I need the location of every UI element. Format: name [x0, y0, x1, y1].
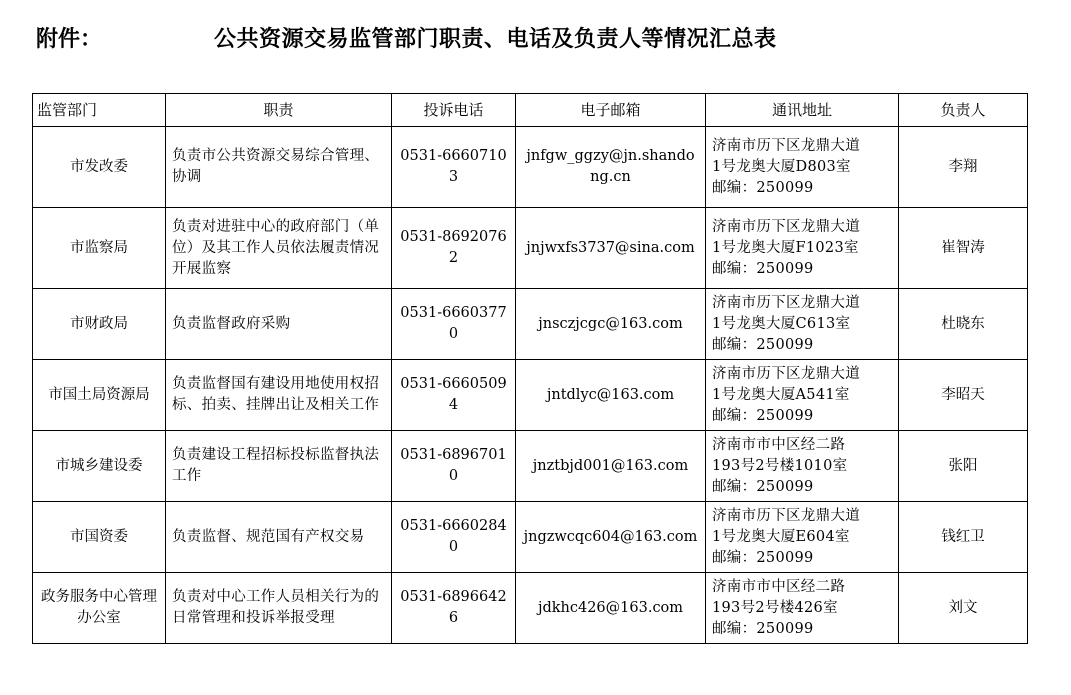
- address-postcode: 邮编：250099: [712, 478, 814, 495]
- phone-cell: 0531-66607103: [392, 127, 516, 208]
- dept-cell: 市财政局: [33, 289, 166, 360]
- address-line: 1号龙奥大厦D803室: [712, 158, 851, 175]
- duty-cell: 负责建设工程招标投标监督执法工作: [166, 431, 392, 502]
- table-row: [33, 502, 1028, 573]
- document-title: 公共资源交易监管部门职责、电话及负责人等情况汇总表: [214, 27, 777, 52]
- col-header-person: 负责人: [899, 94, 1028, 127]
- address-line: 济南市市中区经二路: [712, 436, 846, 453]
- duty-cell: 负责监督政府采购: [166, 289, 392, 360]
- duty-cell: 负责监督、规范国有产权交易: [166, 502, 392, 573]
- address-cell: [706, 431, 899, 502]
- table-row: [33, 127, 1028, 208]
- phone-cell: 0531-68967010: [392, 431, 516, 502]
- address-line: 193号2号楼426室: [712, 599, 838, 616]
- address-postcode: 邮编：250099: [712, 179, 814, 196]
- duty-cell: 负责对中心工作人员相关行为的日常管理和投诉举报受理: [166, 573, 392, 644]
- dept-cell: 市监察局: [33, 208, 166, 289]
- dept-cell: 市发改委: [33, 127, 166, 208]
- address-line: 济南市市中区经二路: [712, 578, 846, 595]
- address-postcode: 邮编：250099: [712, 260, 814, 277]
- address-line: 1号龙奥大厦E604室: [712, 528, 850, 545]
- table-row: [33, 208, 1028, 289]
- address-cell: [706, 502, 899, 573]
- address-postcode: 邮编：250099: [712, 549, 814, 566]
- address-line: 1号龙奥大厦C613室: [712, 315, 851, 332]
- address-line: 济南市历下区龙鼎大道: [712, 507, 860, 524]
- address-line: 济南市历下区龙鼎大道: [712, 294, 860, 311]
- dept-cell: 市国资委: [33, 502, 166, 573]
- address-line: 193号2号楼1010室: [712, 457, 848, 474]
- table-row: [33, 573, 1028, 644]
- email-cell: jnsczjcgc@163.com: [516, 289, 706, 360]
- address-line: 济南市历下区龙鼎大道: [712, 218, 860, 235]
- person-cell: 崔智涛: [899, 208, 1028, 289]
- duty-cell: 负责监督国有建设用地使用权招标、拍卖、挂牌出让及相关工作: [166, 360, 392, 431]
- person-cell: 钱红卫: [899, 502, 1028, 573]
- document-header: [36, 22, 1036, 62]
- address-line: 济南市历下区龙鼎大道: [712, 137, 860, 154]
- table-row: [33, 289, 1028, 360]
- person-cell: 张阳: [899, 431, 1028, 502]
- phone-cell: 0531-66603770: [392, 289, 516, 360]
- address-postcode: 邮编：250099: [712, 407, 814, 424]
- address-line: 1号龙奥大厦F1023室: [712, 239, 859, 256]
- col-header-phone: 投诉电话: [392, 94, 516, 127]
- email-cell: jntdlyc@163.com: [516, 360, 706, 431]
- table-row: [33, 360, 1028, 431]
- address-cell: [706, 127, 899, 208]
- col-header-dept: 监管部门: [33, 94, 166, 127]
- dept-cell: 市城乡建设委: [33, 431, 166, 502]
- phone-cell: 0531-86920762: [392, 208, 516, 289]
- address-cell: [706, 573, 899, 644]
- phone-cell: 0531-66605094: [392, 360, 516, 431]
- email-cell: jnztbjd001@163.com: [516, 431, 706, 502]
- dept-cell: 政务服务中心管理办公室: [33, 573, 166, 644]
- person-cell: 刘文: [899, 573, 1028, 644]
- person-cell: 杜晓东: [899, 289, 1028, 360]
- col-header-email: 电子邮箱: [516, 94, 706, 127]
- email-cell: jdkhc426@163.com: [516, 573, 706, 644]
- col-header-address: 通讯地址: [706, 94, 899, 127]
- person-cell: 李翔: [899, 127, 1028, 208]
- col-header-duty: 职责: [166, 94, 392, 127]
- table-row: [33, 431, 1028, 502]
- dept-cell: 市国土局资源局: [33, 360, 166, 431]
- address-line: 济南市历下区龙鼎大道: [712, 365, 860, 382]
- person-cell: 李昭天: [899, 360, 1028, 431]
- phone-cell: 0531-68966426: [392, 573, 516, 644]
- email-cell: jngzwcqc604@163.com: [516, 502, 706, 573]
- address-cell: [706, 208, 899, 289]
- address-line: 1号龙奥大厦A541室: [712, 386, 850, 403]
- email-cell: jnjwxfs3737@sina.com: [516, 208, 706, 289]
- email-cell: jnfgw_ggzy@jn.shandong.cn: [516, 127, 706, 208]
- address-postcode: 邮编：250099: [712, 336, 814, 353]
- duty-cell: 负责市公共资源交易综合管理、协调: [166, 127, 392, 208]
- supervision-summary-table: [32, 93, 1028, 644]
- phone-cell: 0531-66602840: [392, 502, 516, 573]
- table-header-row: [33, 94, 1028, 127]
- attachment-label: 附件：: [36, 27, 103, 52]
- address-postcode: 邮编：250099: [712, 620, 814, 637]
- address-cell: [706, 289, 899, 360]
- address-cell: [706, 360, 899, 431]
- duty-cell: 负责对进驻中心的政府部门（单位）及其工作人员依法履责情况开展监察: [166, 208, 392, 289]
